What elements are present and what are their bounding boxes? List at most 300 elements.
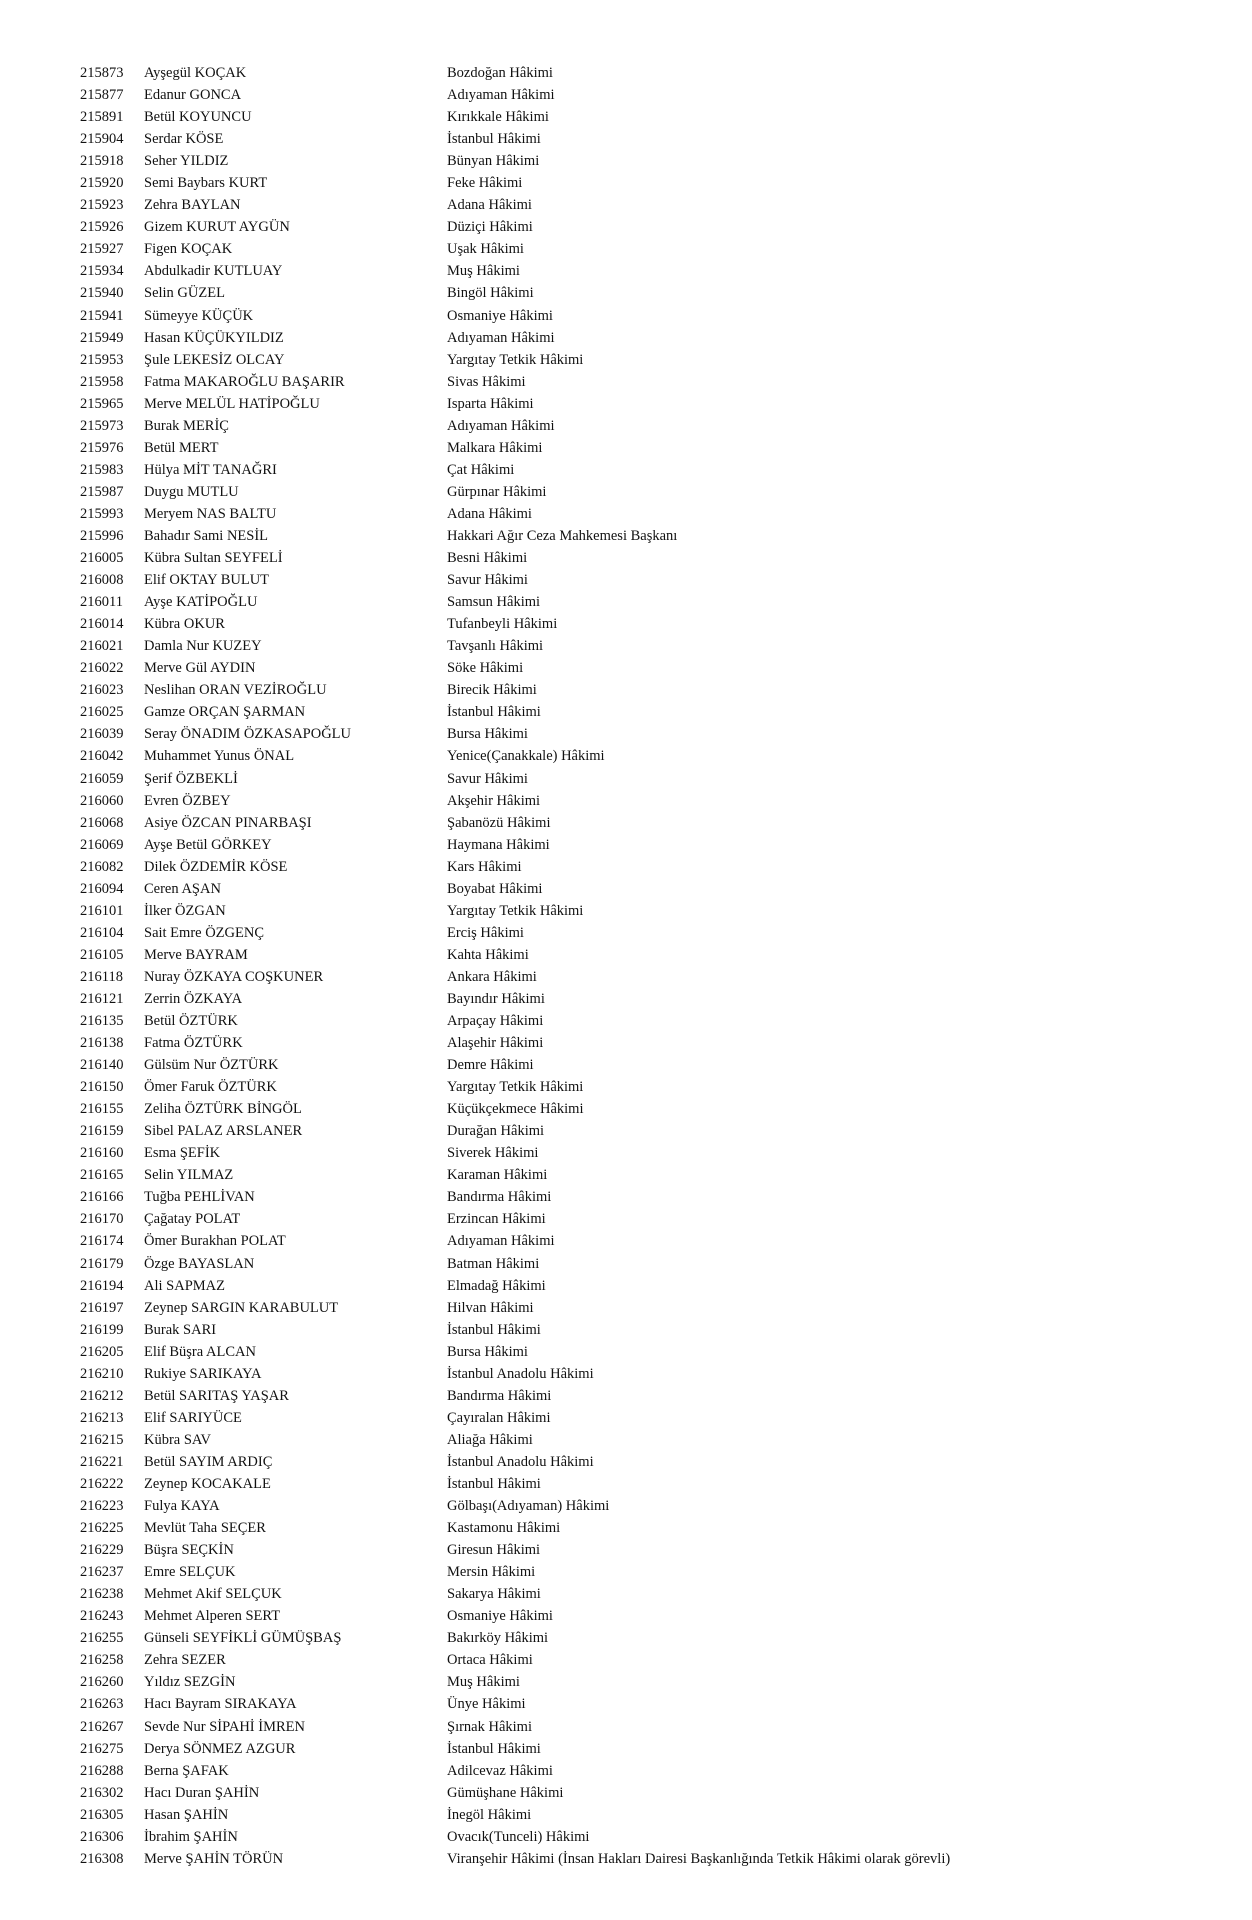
list-item <box>0 547 1252 569</box>
list-item <box>0 613 1252 635</box>
person-name: Semi Baybars KURT <box>144 175 268 192</box>
registry-number: 215987 <box>80 483 124 500</box>
registry-number: 216042 <box>80 748 124 765</box>
assignment: Yargıtay Tetkik Hâkimi <box>447 1079 584 1096</box>
assignment: Siverek Hâkimi <box>447 1145 539 1162</box>
assignment: Kars Hâkimi <box>447 858 522 875</box>
list-item <box>0 1164 1252 1186</box>
assignment: Ortaca Hâkimi <box>447 1652 533 1669</box>
list-item <box>0 1385 1252 1407</box>
list-item <box>0 1561 1252 1583</box>
registry-number: 215953 <box>80 351 124 368</box>
list-item <box>0 327 1252 349</box>
person-name: Gülsüm Nur ÖZTÜRK <box>144 1057 279 1074</box>
assignment: Adıyaman Hâkimi <box>447 417 555 434</box>
assignment: Bünyan Hâkimi <box>447 153 540 170</box>
assignment: Tufanbeyli Hâkimi <box>447 616 558 633</box>
person-name: Betül MERT <box>144 439 219 456</box>
registry-number: 216225 <box>80 1520 124 1537</box>
assignment: İstanbul Hâkimi <box>447 704 541 721</box>
assignment: Hakkari Ağır Ceza Mahkemesi Başkanı <box>447 527 678 544</box>
registry-number: 216258 <box>80 1652 124 1669</box>
assignment: Hilvan Hâkimi <box>447 1299 534 1316</box>
registry-number: 216069 <box>80 836 124 853</box>
person-name: Betül ÖZTÜRK <box>144 1013 238 1030</box>
list-item <box>0 1208 1252 1230</box>
person-name: Fatma MAKAROĞLU BAŞARIR <box>144 373 345 390</box>
person-name: Şerif ÖZBEKLİ <box>144 770 238 787</box>
registry-number: 215965 <box>80 395 124 412</box>
list-item <box>0 393 1252 415</box>
assignment: Bursa Hâkimi <box>447 726 528 743</box>
list-item <box>0 679 1252 701</box>
person-name: Meryem NAS BALTU <box>144 505 277 522</box>
assignment: Malkara Hâkimi <box>447 439 543 456</box>
list-item <box>0 525 1252 547</box>
registry-number: 215904 <box>80 131 124 148</box>
person-name: Günseli SEYFİKLİ GÜMÜŞBAŞ <box>144 1630 342 1647</box>
list-item <box>0 1649 1252 1671</box>
assignment: Gölbaşı(Adıyaman) Hâkimi <box>447 1498 610 1515</box>
assignment: Kahta Hâkimi <box>447 946 529 963</box>
registry-number: 216104 <box>80 924 124 941</box>
registry-number: 216212 <box>80 1387 124 1404</box>
registry-number: 215877 <box>80 87 124 104</box>
list-item <box>0 878 1252 900</box>
registry-number: 216237 <box>80 1564 124 1581</box>
registry-number: 216159 <box>80 1123 124 1140</box>
registry-number: 216210 <box>80 1365 124 1382</box>
list-item <box>0 1804 1252 1826</box>
list-item <box>0 415 1252 437</box>
person-name: Abdulkadir KUTLUAY <box>144 263 283 280</box>
person-name: Zeynep KOCAKALE <box>144 1476 271 1492</box>
assignment: Erciş Hâkimi <box>447 924 524 941</box>
registry-number: 216223 <box>80 1498 124 1515</box>
assignment: Adıyaman Hâkimi <box>447 1233 555 1250</box>
assignment: Sakarya Hâkimi <box>447 1586 541 1603</box>
registry-number: 216243 <box>80 1608 124 1625</box>
registry-number: 216308 <box>80 1850 124 1867</box>
registry-number: 215958 <box>80 373 124 390</box>
registry-number: 215996 <box>80 527 124 544</box>
person-name: Zeynep SARGIN KARABULUT <box>144 1299 339 1316</box>
person-name: Ayşe KATİPOĞLU <box>144 594 258 611</box>
list-item <box>0 1495 1252 1517</box>
registry-number: 216260 <box>80 1674 124 1691</box>
person-name: Merve ŞAHİN TÖRÜN <box>144 1850 284 1867</box>
person-name: Fulya KAYA <box>144 1498 220 1515</box>
person-name: Hasan KÜÇÜKYILDIZ <box>144 329 284 346</box>
list-item <box>0 1738 1252 1760</box>
person-name: Kübra OKUR <box>144 616 225 633</box>
registry-number: 216229 <box>80 1542 124 1559</box>
registry-number: 215983 <box>80 461 124 478</box>
registry-number: 216101 <box>80 902 124 919</box>
person-name: Kübra SAV <box>144 1431 211 1448</box>
list-item <box>0 922 1252 944</box>
list-item <box>0 1473 1252 1495</box>
registry-number: 216275 <box>80 1740 124 1757</box>
person-name: Derya SÖNMEZ AZGUR <box>144 1740 296 1757</box>
person-name: Sibel PALAZ ARSLANER <box>144 1123 303 1140</box>
list-item <box>0 62 1252 84</box>
registry-number: 216255 <box>80 1630 124 1647</box>
person-name: Edanur GONCA <box>144 87 242 104</box>
registry-number: 216166 <box>80 1189 124 1206</box>
list-item <box>0 1186 1252 1208</box>
assignment: Uşak Hâkimi <box>447 241 524 258</box>
person-name: Gamze ORÇAN ŞARMAN <box>144 704 306 721</box>
assignment: Erzincan Hâkimi <box>447 1211 546 1228</box>
assignment: Gürpınar Hâkimi <box>447 483 547 500</box>
registry-number: 215976 <box>80 439 124 456</box>
list-item <box>0 1230 1252 1252</box>
registry-number: 216022 <box>80 660 124 677</box>
assignment: Osmaniye Hâkimi <box>447 307 553 324</box>
person-name: Merve MELÜL HATİPOĞLU <box>144 395 320 412</box>
assignment: Adana Hâkimi <box>447 505 532 522</box>
person-name: İbrahim ŞAHİN <box>144 1828 238 1845</box>
assignment: Arpaçay Hâkimi <box>447 1013 544 1030</box>
registry-number: 215934 <box>80 263 124 280</box>
assignment: Savur Hâkimi <box>447 770 528 787</box>
list-item <box>0 238 1252 260</box>
registry-number: 216135 <box>80 1013 124 1030</box>
registry-number: 216155 <box>80 1101 124 1118</box>
list-item <box>0 1341 1252 1363</box>
list-item <box>0 194 1252 216</box>
list-item <box>0 1032 1252 1054</box>
list-item <box>0 1120 1252 1142</box>
registry-number: 216105 <box>80 946 124 963</box>
registry-number: 216094 <box>80 880 124 897</box>
person-name: Mehmet Alperen SERT <box>144 1608 281 1625</box>
person-name: Evren ÖZBEY <box>144 792 231 809</box>
assignment: Söke Hâkimi <box>447 660 524 677</box>
person-name: Merve Gül AYDIN <box>144 660 256 677</box>
assignment: Birecik Hâkimi <box>447 682 537 699</box>
list-item <box>0 701 1252 723</box>
assignment: Isparta Hâkimi <box>447 395 534 412</box>
list-item <box>0 1760 1252 1782</box>
person-name: Sevde Nur SİPAHİ İMREN <box>144 1718 305 1735</box>
person-name: Fatma ÖZTÜRK <box>144 1035 243 1052</box>
list-item <box>0 1429 1252 1451</box>
registry-number: 216005 <box>80 550 124 567</box>
assignment: Alaşehir Hâkimi <box>447 1035 544 1052</box>
list-item <box>0 459 1252 481</box>
assignment: Ankara Hâkimi <box>447 968 537 985</box>
person-name: Asiye ÖZCAN PINARBAŞI <box>144 814 312 831</box>
list-item <box>0 503 1252 525</box>
list-item <box>0 1539 1252 1561</box>
assignment: Çat Hâkimi <box>447 461 515 478</box>
person-name: Seher YILDIZ <box>144 153 229 170</box>
person-name: Esma ŞEFİK <box>144 1145 221 1162</box>
list-item <box>0 305 1252 327</box>
person-name: Ömer Faruk ÖZTÜRK <box>144 1079 277 1096</box>
list-item <box>0 282 1252 304</box>
assignment: Durağan Hâkimi <box>447 1123 545 1140</box>
person-name: Sümeyye KÜÇÜK <box>144 307 254 324</box>
assignment: Bozdoğan Hâkimi <box>447 65 553 81</box>
person-name: Hülya MİT TANAĞRI <box>144 461 277 478</box>
person-name: Duygu MUTLU <box>144 483 239 500</box>
list-item <box>0 1407 1252 1429</box>
assignment: Batman Hâkimi <box>447 1255 540 1272</box>
assignment: Besni Hâkimi <box>447 550 528 567</box>
list-item <box>0 1848 1252 1870</box>
assignment: Adilcevaz Hâkimi <box>447 1762 553 1779</box>
person-name: Selin YILMAZ <box>144 1167 234 1184</box>
registry-number: 216140 <box>80 1057 124 1074</box>
registry-number: 216025 <box>80 704 124 721</box>
registry-number: 216221 <box>80 1453 124 1470</box>
person-name: Sait Emre ÖZGENÇ <box>144 924 265 941</box>
assignment: Demre Hâkimi <box>447 1057 534 1074</box>
person-name: Yıldız SEZGİN <box>144 1674 236 1691</box>
registry-number: 215973 <box>80 417 124 434</box>
person-name: Mevlüt Taha SEÇER <box>144 1520 266 1537</box>
list-item <box>0 834 1252 856</box>
assignment: Ünye Hâkimi <box>447 1696 526 1713</box>
assignment: Bingöl Hâkimi <box>447 285 534 302</box>
person-name: Zehra SEZER <box>144 1652 226 1669</box>
list-item <box>0 349 1252 371</box>
registry-number: 216306 <box>80 1828 124 1845</box>
assignment: Kırıkkale Hâkimi <box>447 109 549 126</box>
list-item <box>0 768 1252 790</box>
list-item <box>0 1275 1252 1297</box>
assignment: Tavşanlı Hâkimi <box>447 638 544 655</box>
list-item <box>0 106 1252 128</box>
person-name: Çağatay POLAT <box>144 1211 241 1228</box>
person-name: Selin GÜZEL <box>144 285 225 302</box>
assignment: Adıyaman Hâkimi <box>447 329 555 346</box>
list-item <box>0 1363 1252 1385</box>
registry-number: 216008 <box>80 572 124 589</box>
assignment: Muş Hâkimi <box>447 263 520 280</box>
list-item <box>0 1054 1252 1076</box>
registry-number: 215923 <box>80 197 124 214</box>
registry-number: 216174 <box>80 1233 124 1250</box>
list-item <box>0 657 1252 679</box>
registry-number: 216197 <box>80 1299 124 1316</box>
assignment: Adana Hâkimi <box>447 197 532 214</box>
list-item <box>0 216 1252 238</box>
assignment: Aliağa Hâkimi <box>447 1431 533 1448</box>
assignment: Bandırma Hâkimi <box>447 1189 552 1206</box>
person-name: Hacı Bayram SIRAKAYA <box>144 1696 297 1713</box>
assignment: Küçükçekmece Hâkimi <box>447 1101 584 1118</box>
assignment: Samsun Hâkimi <box>447 594 541 611</box>
assignment: Feke Hâkimi <box>447 175 523 192</box>
registry-number: 216213 <box>80 1409 124 1426</box>
assignment: Ovacık(Tunceli) Hâkimi <box>447 1828 590 1845</box>
assignment: Giresun Hâkimi <box>447 1542 541 1559</box>
assignment: Akşehir Hâkimi <box>447 792 541 809</box>
assignment: Karaman Hâkimi <box>447 1167 548 1184</box>
person-name: Serdar KÖSE <box>144 131 224 148</box>
person-name: Ömer Burakhan POLAT <box>144 1233 286 1250</box>
person-name: Mehmet Akif SELÇUK <box>144 1586 282 1603</box>
registry-number: 216021 <box>80 638 124 655</box>
assignment: Yargıtay Tetkik Hâkimi <box>447 902 584 919</box>
assignment: Kastamonu Hâkimi <box>447 1520 561 1537</box>
registry-number: 215949 <box>80 329 124 346</box>
person-name: Figen KOÇAK <box>144 241 233 258</box>
person-name: Ceren AŞAN <box>144 880 221 897</box>
assignment: Elmadağ Hâkimi <box>447 1277 546 1294</box>
assignment: Bandırma Hâkimi <box>447 1387 552 1404</box>
list-item <box>0 1583 1252 1605</box>
registry-number: 216238 <box>80 1586 124 1603</box>
list-item <box>0 1627 1252 1649</box>
assignment: Şırnak Hâkimi <box>447 1718 532 1735</box>
list-item <box>0 745 1252 767</box>
list-item <box>0 1253 1252 1275</box>
registry-number: 216194 <box>80 1277 124 1294</box>
list-item <box>0 1826 1252 1848</box>
list-item <box>0 635 1252 657</box>
registry-number: 216267 <box>80 1718 124 1735</box>
registry-number: 216118 <box>80 968 123 985</box>
registry-number: 215891 <box>80 109 124 126</box>
judge-list <box>0 62 1252 1870</box>
person-name: Özge BAYASLAN <box>144 1255 255 1272</box>
registry-number: 216288 <box>80 1762 124 1779</box>
person-name: İlker ÖZGAN <box>144 902 226 919</box>
person-name: Seray ÖNADIM ÖZKASAPOĞLU <box>144 726 352 743</box>
assignment: Mersin Hâkimi <box>447 1564 536 1581</box>
registry-number: 216160 <box>80 1145 124 1162</box>
list-item <box>0 84 1252 106</box>
registry-number: 216060 <box>80 792 124 809</box>
assignment: Savur Hâkimi <box>447 572 528 589</box>
registry-number: 216305 <box>80 1806 124 1823</box>
list-item <box>0 1693 1252 1715</box>
registry-number: 216068 <box>80 814 124 831</box>
assignment: İstanbul Anadolu Hâkimi <box>447 1453 594 1470</box>
list-item <box>0 591 1252 613</box>
person-name: Ali SAPMAZ <box>144 1277 225 1294</box>
person-name: Muhammet Yunus ÖNAL <box>144 748 295 765</box>
list-item <box>0 128 1252 150</box>
list-item <box>0 723 1252 745</box>
person-name: Hasan ŞAHİN <box>144 1806 229 1823</box>
registry-number: 216165 <box>80 1167 124 1184</box>
person-name: Nuray ÖZKAYA COŞKUNER <box>144 968 324 985</box>
person-name: Elif SARIYÜCE <box>144 1409 242 1426</box>
list-item <box>0 1451 1252 1473</box>
list-item <box>0 1142 1252 1164</box>
list-item <box>0 260 1252 282</box>
person-name: Emre SELÇUK <box>144 1564 236 1581</box>
person-name: Şule LEKESİZ OLCAY <box>144 351 285 368</box>
registry-number: 216039 <box>80 726 124 743</box>
registry-number: 216215 <box>80 1431 124 1448</box>
registry-number: 216059 <box>80 770 124 787</box>
registry-number: 216150 <box>80 1079 124 1096</box>
registry-number: 216205 <box>80 1343 124 1360</box>
person-name: Elif Büşra ALCAN <box>144 1343 256 1360</box>
list-item <box>0 569 1252 591</box>
registry-number: 215927 <box>80 241 124 258</box>
registry-number: 216011 <box>80 594 123 611</box>
assignment: Boyabat Hâkimi <box>447 880 543 897</box>
list-item <box>0 1098 1252 1120</box>
person-name: Neslihan ORAN VEZİROĞLU <box>144 682 327 699</box>
list-item <box>0 371 1252 393</box>
list-item <box>0 150 1252 172</box>
person-name: Burak SARI <box>144 1321 217 1338</box>
registry-number: 215993 <box>80 505 124 522</box>
person-name: Zehra BAYLAN <box>144 197 241 214</box>
person-name: Zerrin ÖZKAYA <box>144 990 243 1007</box>
assignment: Adıyaman Hâkimi <box>447 87 555 104</box>
assignment: İstanbul Anadolu Hâkimi <box>447 1365 594 1382</box>
person-name: Betül SARITAŞ YAŞAR <box>144 1387 289 1404</box>
person-name: Damla Nur KUZEY <box>144 638 262 655</box>
assignment: İstanbul Hâkimi <box>447 131 541 148</box>
list-item <box>0 1010 1252 1032</box>
registry-number: 216179 <box>80 1255 124 1272</box>
list-item <box>0 944 1252 966</box>
person-name: Gizem KURUT AYGÜN <box>144 219 290 236</box>
assignment: Viranşehir Hâkimi (İnsan Hakları Dairesi Başkanlığında Tetkik Hâkimi olarak görevli) <box>447 1850 951 1867</box>
assignment: Çayıralan Hâkimi <box>447 1409 551 1426</box>
list-item <box>0 1782 1252 1804</box>
person-name: Ayşegül KOÇAK <box>144 65 247 81</box>
list-item <box>0 437 1252 459</box>
person-name: Ayşe Betül GÖRKEY <box>144 836 272 853</box>
person-name: Merve BAYRAM <box>144 946 248 963</box>
assignment: İnegöl Hâkimi <box>447 1806 532 1823</box>
list-item <box>0 1605 1252 1627</box>
person-name: Büşra SEÇKİN <box>144 1542 234 1559</box>
assignment: Gümüşhane Hâkimi <box>447 1784 564 1801</box>
person-name: Zeliha ÖZTÜRK BİNGÖL <box>144 1101 302 1118</box>
registry-number: 216199 <box>80 1321 124 1338</box>
registry-number: 216121 <box>80 990 124 1007</box>
person-name: Tuğba PEHLİVAN <box>144 1189 255 1206</box>
assignment: Yargıtay Tetkik Hâkimi <box>447 351 584 368</box>
registry-number: 216138 <box>80 1035 124 1052</box>
list-item <box>0 900 1252 922</box>
assignment: Bursa Hâkimi <box>447 1343 528 1360</box>
assignment: İstanbul Hâkimi <box>447 1740 541 1757</box>
person-name: Kübra Sultan SEYFELİ <box>144 550 283 567</box>
assignment: Haymana Hâkimi <box>447 836 550 853</box>
person-name: Betül KOYUNCU <box>144 109 252 126</box>
registry-number: 215926 <box>80 219 124 236</box>
person-name: Dilek ÖZDEMİR KÖSE <box>144 858 288 875</box>
registry-number: 216082 <box>80 858 124 875</box>
assignment: İstanbul Hâkimi <box>447 1476 541 1492</box>
registry-number: 215918 <box>80 153 124 170</box>
person-name: Hacı Duran ŞAHİN <box>144 1784 260 1801</box>
person-name: Burak MERİÇ <box>144 417 229 434</box>
person-name: Bahadır Sami NESİL <box>144 527 269 544</box>
list-item <box>0 790 1252 812</box>
assignment: Muş Hâkimi <box>447 1674 520 1691</box>
list-item <box>0 1076 1252 1098</box>
list-item <box>0 1319 1252 1341</box>
list-item <box>0 812 1252 834</box>
list-item <box>0 988 1252 1010</box>
registry-number: 215920 <box>80 175 124 192</box>
